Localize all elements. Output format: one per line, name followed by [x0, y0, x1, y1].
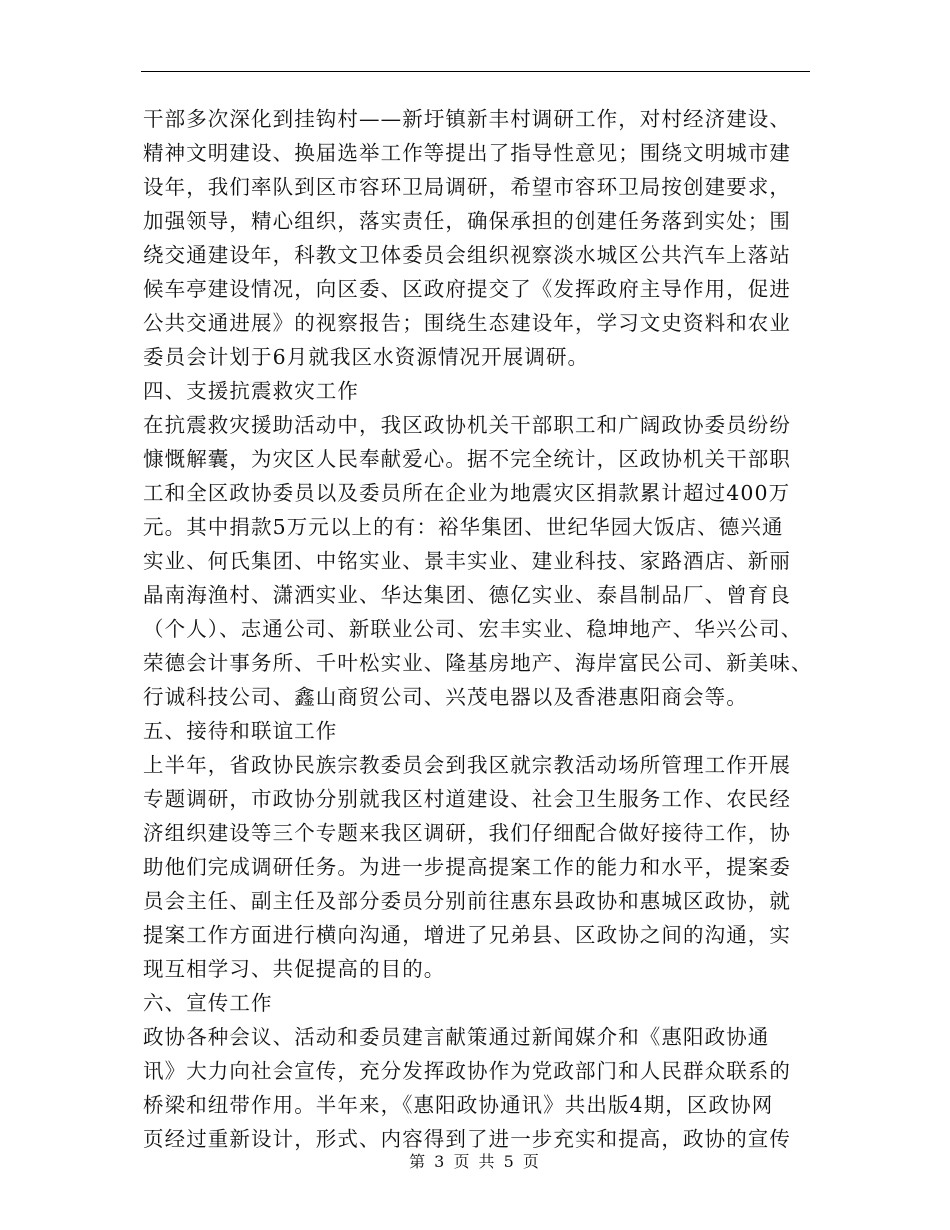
- text-line: 公共交通进展》的视察报告；围绕生态建设年，学习文史资料和农业: [143, 311, 791, 335]
- text-line: 委员会计划于6月就我区水资源情况开展调研。: [143, 345, 590, 369]
- text-line: 元。其中捐款5万元以上的有：裕华集团、世纪华园大饭店、德兴通: [143, 515, 784, 539]
- text-line: 济组织建设等三个专题来我区调研，我们仔细配合做好接待工作，协: [143, 821, 791, 845]
- text-line: 助他们完成调研任务。为进一步提高提案工作的能力和水平，提案委: [143, 855, 791, 879]
- text-line: 在抗震救灾援助活动中，我区政协机关干部职工和广阔政协委员纷纷: [143, 413, 791, 437]
- text-line: 干部多次深化到挂钩村——新圩镇新丰村调研工作，对村经济建设、: [143, 107, 791, 131]
- text-line: 现互相学习、共促提高的目的。: [143, 957, 446, 981]
- text-line: 政协各种会议、活动和委员建言献策通过新闻媒介和《惠阳政协通: [143, 1025, 770, 1049]
- text-line: 上半年，省政协民族宗教委员会到我区就宗教活动场所管理工作开展: [143, 753, 791, 777]
- text-line: 精神文明建设、换届选举工作等提出了指导性意见；围绕文明城市建: [143, 141, 791, 165]
- body-text: [143, 102, 813, 1156]
- text-line: 专题调研，市政协分别就我区村道建设、社会卫生服务工作、农民经: [143, 787, 791, 811]
- text-line: 四、支援抗震救灾工作: [143, 379, 359, 403]
- page-footer: 第 3 页 共 5 页: [409, 1152, 541, 1171]
- text-line: 五、接待和联谊工作: [143, 719, 338, 743]
- header-rule: [141, 71, 810, 72]
- text-line: 绕交通建设年，科教文卫体委员会组织视察淡水城区公共汽车上落站: [143, 243, 791, 267]
- text-line: 候车亭建设情况，向区委、区政府提交了《发挥政府主导作用，促进: [143, 277, 791, 301]
- text-line: 晶南海渔村、潇洒实业、华达集团、德亿实业、泰昌制品厂、曾育良: [143, 583, 791, 607]
- text-line: 荣德会计事务所、千叶松实业、隆基房地产、海岸富民公司、新美味、: [143, 651, 813, 675]
- text-line: 加强领导，精心组织，落实责任，确保承担的创建任务落到实处；围: [143, 209, 791, 233]
- text-line: 讯》大力向社会宣传，充分发挥政协作为党政部门和人民群众联系的: [143, 1059, 791, 1083]
- text-line: 六、宣传工作: [143, 991, 273, 1015]
- text-line: （个人）、志通公司、新联业公司、宏丰实业、稳坤地产、华兴公司、: [143, 617, 803, 641]
- text-line: 实业、何氏集团、中铭实业、景丰实业、建业科技、家路酒店、新丽: [143, 549, 791, 573]
- text-line: 行诚科技公司、鑫山商贸公司、兴茂电器以及香港惠阳商会等。: [143, 685, 748, 709]
- text-line: 慷慨解囊，为灾区人民奉献爱心。据不完全统计，区政协机关干部职: [143, 447, 791, 471]
- text-line: 设年，我们率队到区市容环卫局调研，希望市容环卫局按创建要求，: [143, 175, 791, 199]
- text-line: 工和全区政协委员以及委员所在企业为地震灾区捐款累计超过400万: [143, 481, 791, 505]
- text-line: 页经过重新设计，形式、内容得到了进一步充实和提高，政协的宣传: [143, 1127, 791, 1151]
- text-line: 桥梁和纽带作用。半年来，《惠阳政协通讯》共出版4期，区政协网: [143, 1093, 774, 1117]
- text-line: 员会主任、副主任及部分委员分别前往惠东县政协和惠城区政协，就: [143, 889, 791, 913]
- text-line: 提案工作方面进行横向沟通，增进了兄弟县、区政协之间的沟通，实: [143, 923, 791, 947]
